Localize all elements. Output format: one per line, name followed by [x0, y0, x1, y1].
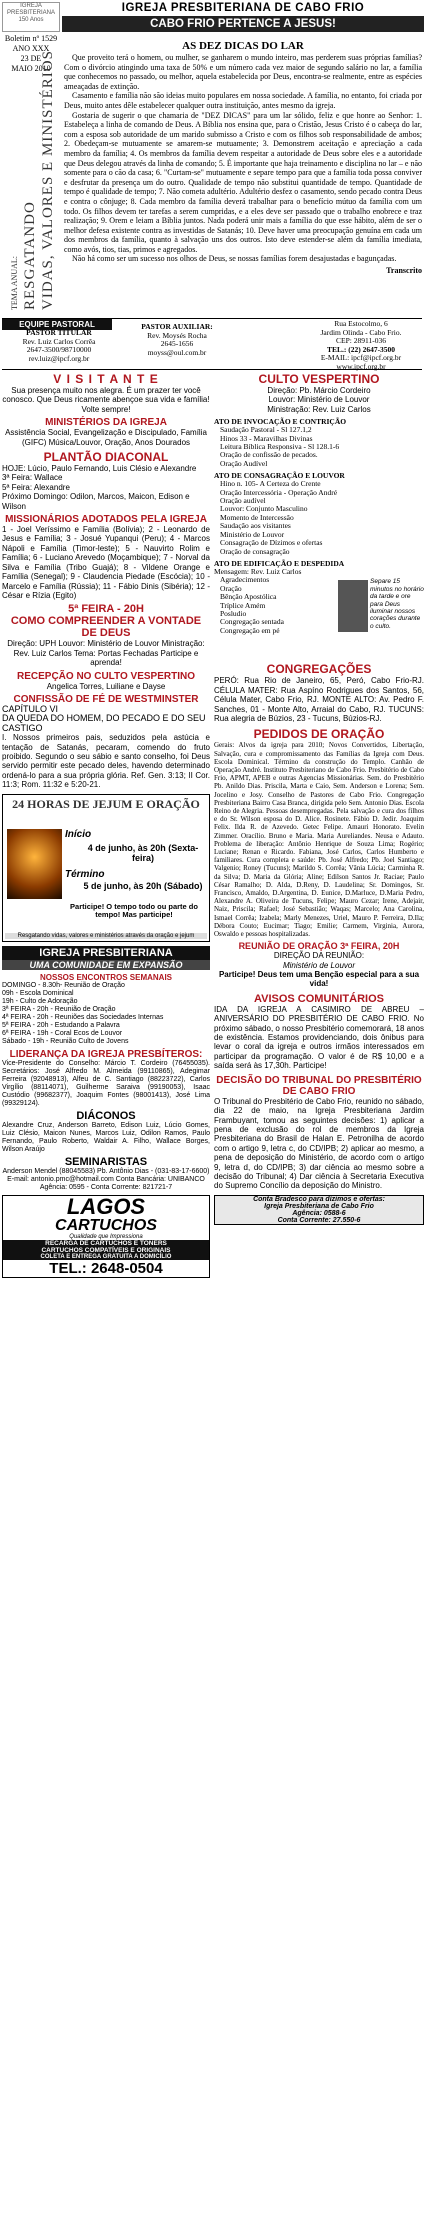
- diaconos-text: Alexandre Cruz, Anderson Barreto, Edison Luiz, Lúcio Gomes, Luiz Clésio, Maicon Nunes, Marcos Luiz, Odilon Ramos, Paulo Fernando, Paulo Roberto, Waldair A. Filho, Wallace Borges, Wilson Araújo: [2, 1121, 210, 1153]
- senior-pastor: [4, 329, 114, 363]
- liturgy-item: Oração: [220, 583, 242, 593]
- reuniao-invite: Participe! Deus tem uma Benção especial para a sua vida!: [218, 970, 420, 989]
- bank-line-1: Conta Bradesco para dízimos e ofertas:: [253, 1195, 385, 1203]
- liturgy-item: Ministério de Louvor: [220, 529, 285, 539]
- liturgy-item: Congregação sentada: [220, 617, 284, 627]
- liturgy-item: Oração de consagração: [220, 546, 290, 556]
- issue-number: Boletim nº 1529: [4, 34, 58, 43]
- decisao-text: O Tribunal do Presbitério de Cabo Frio, reunido no sábado, dia 22 de maio, na Igreja Presbiteriana Jardim Frambuyant, tomou as seguintes decisões: 1) aplicar a pena de exclusão do rol de membros da Igreja Presbiteriana do Brasil de Halan E. Petronilha de acordo com o artigo 9, letra c, do CD/IPB; 2) aplicar ao mesmo, a pena de deposição do Ministério, de acordo com o artigo 9, letra d, do CD/IPB; 3) dar ciência ao mesmo sobre a decisão do Tribunal; 4) Dar ciência à Secretaria Executiva do Supremo Concílio da deposição do Ministro.: [214, 1096, 424, 1191]
- fasting-end-label: Término: [65, 868, 105, 880]
- address-email[interactable]: E-MAIL: ipcf@ipcf.org.br: [320, 353, 402, 363]
- ad-line-3: COLETA E ENTREGA GRATUITA A DOMICÍLIO: [3, 1254, 209, 1260]
- presbiteros-title: LIDERANÇA DA IGREJA PRESBÍTEROS:: [9, 1048, 203, 1060]
- ministerios-text: Assistência Social, Evangelização e Discipulado, Família (GIFC) Música/Louvor, Oração, Anos Dourados: [5, 428, 207, 447]
- plantao-line: Próximo Domingo: Odilon, Marcos, Maicon, Edison e Wilson: [2, 492, 190, 511]
- pedidos-text: Gerais: Alvos da igreja para 2010; Novos Convertidos, Libertação, Salvação, cura e compromissamento das Famílias da Igreja com Deus. Escola Dominical. Término da construção do Templo. Canhão de Operação André. Instituto Presbiteriano de Cabo Frio. Presbitério de Cabo Frio, APMT, APEB e outras Agencias Missionárias. Sem. do Presbitério Pb. Anildo Dias. Priscila, Marta e Caio, Sem. Anderson e Lorena; Sem. Jocelino e Josy. Conselho de Pastores de Cabo Frio. Congregação Presbiteriana Bairro Casa Branca, dirigida pelo Sem. Antonio Dias. Escola Reino de Alegria. Pessoas desempregadas. Pela salvação e cura dos filhos e do Sr. Wilson esposa do D. Alice. Rosinete. Fábio D. Jedir. Joaquim Felix. Ilda R. de Azevedo. Getec Felipe. Amauri Honorato. Evelin Zimmer. Oracílio. Bruno e Maria. Maria Aureliandes. Neusa e Adauto. Problema de liberação: Antônio Henrique de Souza Lima; Rogério; Luciane; Renan e Ricardo. Fabiana, José Carlos, Carlos Humberto e familiares. Cura completa e saúde: Pb. José Alfredo; Pb. Joel Santiago; Valgenio; Roney (Tucuns); Marildo S. Corrêa; Vânia Lúcia; Carminha R. da Silva; D. Maria da Glória; Aline; Edilson Santos Jr. Raciae; Paulo César Ramalho; D. Alda, D.Reny, D. Laudelina; Sr. Domingos, Sr. Francisco, Amaldo, D.Argentina, D. Eunice, D.Marluce, D.Maria Pedro, Alexandre A. Oliveira de Tucuns, Felipe; Mauro Cezar; Irene, Adejair, Naiz, Priscila; Rafael; José Sebastião; Waqas; Marcelo; Ana Carolina, Ismael Corrêa; Izabela; Marly Menezes, Uriel, Mauro P. Ferreira, D.Ila; Débora Couto; Eucimar; Tiago; Emilie; Carmem, Virginia, Aurora, Oswaldo e pessoas hospitalizadas.: [214, 741, 424, 939]
- liturgy-item: Consagração de Dízimos e ofertas: [220, 538, 323, 548]
- theme-line-1: RESGATANDO: [22, 201, 38, 310]
- plantao-line: 5ª Feira: Alexandre: [2, 482, 70, 492]
- encontro-line: 6ª FEIRA - 19h - Coral Ecos de Louvor: [2, 1029, 123, 1037]
- pedidos-title: PEDIDOS DE ORAÇÃO: [253, 727, 385, 742]
- encontro-line: 3ª FEIRA - 20h - Reunião de Oração: [2, 1005, 116, 1013]
- liturgy-item: Agradecimentos: [220, 575, 270, 585]
- congregacoes-text: PERÓ: Rua Rio de Janeiro, 65, Peró, Cabo Frio-RJ. CÉLULA MATER: Rua Aspíno Rodrigues dos Santos, 56, Célula Mater, Cabo Frio, RJ. MONTE ALTO: Av. Pedro F. Sanches, 01 - Monte Alto, Arraial do Cabo, RJ. TUCUNS: Rua alegria de Búzios, 23 - Tucuns, Búzios-RJ.: [214, 676, 424, 723]
- seminaristas-text: Anderson Mendel (88045583) Pb. Antônio Dias - (031-83-17-6600) E-mail: antonio.pmc@hotmail.com Conta Bancária: UNIBANCO Agência: 0595 - Conta Corrente: 821721-7: [2, 1167, 210, 1191]
- ad-line-1: RECARGA DE CARTUCHOS E TONERS: [3, 1240, 209, 1247]
- reuniao-direcao: DIREÇÃO DA REUNIÃO:: [273, 951, 365, 961]
- article-paragraph: Casamento e família não são ideias muito populares em nossa sociedade. A família, no entanto, foi criada por Deus, muito antes dêle estabelecer qualquer outra instituição, antes mesmo da igreja.: [64, 91, 422, 110]
- address-website[interactable]: www.ipcf.org.br: [336, 361, 386, 371]
- senior-pastor-role: PASTOR TITULAR: [26, 328, 92, 337]
- theme-label: TEMA ANUAL:: [10, 256, 19, 310]
- encontro-line: DOMINGO - 8.30h- Reunião de Oração: [2, 981, 125, 989]
- ato-edificacao-title: ATO DE EDIFICAÇÃO E DESPEDIDA: [214, 558, 345, 568]
- ato-invocacao-title: ATO DE INVOCAÇÃO E CONTRIÇÃO: [214, 417, 347, 427]
- liturgy-item: Hino n. 105- A Certeza do Crente: [220, 479, 321, 489]
- church-address: [302, 320, 420, 372]
- encontros-title: NOSSOS ENCONTROS SEMANAIS: [39, 972, 172, 982]
- liturgy-item: Posludio: [220, 608, 247, 618]
- fasting-footer: Resgatando vidas, valores e ministérios através da oração e jejum: [5, 933, 207, 939]
- ad-phone: TEL.: 2648-0504: [49, 1259, 163, 1277]
- lagos-ad: [2, 1195, 210, 1278]
- liturgy-item: Saudação Pastoral - Sl 127.1,2: [220, 425, 312, 435]
- article-credit: Transcrito: [386, 266, 422, 276]
- bank-line-2: Igreja Presbiteriana de Cabo Frio: [264, 1202, 374, 1210]
- liturgy-item: Tríplice Amém: [220, 600, 266, 610]
- plantao-line: HOJE: Lúcio, Paulo Fernando, Luis Clésio e Alexandre: [2, 464, 197, 474]
- recepcao-title: RECEPÇÃO NO CULTO VESPERTINO: [17, 670, 195, 682]
- presbiteros-text: Vice-Presidente do Conselho: Márcio T. Cordeiro (76455035). Secretários: José Alfredo M. Almeida (99110865), Adegimar Ferreira (92048913), Alfeu de C. Santiago (88223722), Carlos Virgílio (88114071), Guilherme Saraiva (99190053), Isaac Custódio (99682377), Joaquim Fontes (98001413), José Lima (99329124).: [2, 1059, 210, 1107]
- ad-brand-2: CARTUCHOS: [55, 1216, 157, 1234]
- confissao-subtitle: DA QUEDA DO HOMEM, DO PECADO E DO SEU CASTIGO: [2, 713, 206, 733]
- church-logo: IGREJA PRESBITERIANA 150 Anos: [2, 2, 60, 32]
- culto-louvor: Louvor: Ministério de Louvor: [268, 395, 370, 405]
- reuniao-title: REUNIÃO DE ORAÇÃO 3ª FEIRA, 20H: [238, 941, 400, 952]
- avisos-text: IDA DA IGREJA A CASIMIRO DE ABREU – ANIVERSÁRIO DO PRESBITÉRIO DE CABO FRIO. No próximo sábado, o nosso Presbitério comemorará, 18 anos de existência. Estamos providenciando, dois ônibus para levar o coral da igreja e outros irmãos interessados em participar da programação. O valor é de R$ 10,00 e a saída será às 17,30h. Participe!: [214, 1004, 424, 1071]
- confissao-text: I. Nossos primeiros pais, seduzidos pela astúcia e tentação de Satanás, pecaram, comendo do fruto proibido. Segundo o seu sábio e santo conselho, foi Deus servido permitir este pecado deles, havendo determinado ordená-lo para a sua própria glória. Ref. Gen. 3:13; II Cor. 11:3; Rom. 11:32 e 5:20-21.: [2, 733, 210, 790]
- missionarios-text: 1 - Joel Veríssimo e Família (Bolívia); 2 - Leonardo de Jesus e Família; 3 - Josué Yupanqui (Peru); 4 - Marcos Nápoli e Família (Timor-leste); 5 - Nauvirto Rolim e Família; 6 - Luciano Arevedo (Moçambique); 7 - Norval da Silva e Família (Tribo Guajá); 8 - Vildene Orange e Família (Senegal); 9 - Claudencia Piedade (Escócia); 10 - Marcelo e Família (Rússia); 11 - Fábio Dinis (Sibéria); 12 - César e Rízia (Egito): [2, 525, 210, 600]
- encontro-line: 09h - Escola Dominical: [2, 989, 74, 997]
- culto-ministracao: Ministração: Rev. Luiz Carlos: [267, 404, 371, 414]
- encontro-line: 5ª FEIRA - 20h - Estudando a Palavra: [2, 1021, 120, 1029]
- seminaristas-title: SEMINARISTAS: [64, 1155, 148, 1168]
- plantao-title: PLANTÃO DIACONAL: [43, 450, 169, 465]
- community-subtitle: UMA COMUNIDADE EM EXPANSÃO: [2, 960, 210, 970]
- article-paragraph: Que proveito terá o homem, ou mulher, se ganharem o mundo inteiro, mas perderem suas próprias famílias? Com o divórcio atingindo uma taxa de 50% e um número cada vez maior de segundo salário no lar, a família que conhecemos no passado, ou melhor, aquela estabelecida por Deus, encontra-se realmente, entre as espécies ameaçadas de extinção.: [64, 53, 422, 91]
- ad-tagline: Qualidade que Impressiona: [69, 1233, 143, 1240]
- missionarios-title: MISSIONÁRIOS ADOTADOS PELA IGREJA: [5, 514, 207, 526]
- liturgy-item: Leitura Bíblica Responsiva - Sl 128.1-6: [220, 442, 340, 452]
- address-street: Rua Estocolmo, 6: [334, 319, 388, 328]
- visitante-text: Sua presença muito nos alegra. É um prazer ter você conosco. Que Deus ricamente abençoe sua vida e família! Volte sempre!: [2, 386, 210, 414]
- liturgy-item: Oração Audível: [220, 458, 268, 468]
- prayer-note: Separe 15 minutos no horário da tarde e ore para Deus iluminar nossos corações durante o culto.: [370, 578, 424, 630]
- masthead: [62, 0, 424, 32]
- church-name: IGREJA PRESBITERIANA DE CABO FRIO: [62, 0, 424, 16]
- liturgy-item: Congregação em pé: [220, 625, 280, 635]
- liturgy-item: Bênção Apostólica: [220, 592, 277, 602]
- ad-line-2: CARTUCHOS COMPATÍVEIS E ORIGINAIS: [3, 1247, 209, 1254]
- issue-day: 23 DE: [20, 54, 42, 63]
- right-column: [214, 372, 424, 1225]
- ato-edificacao-block: [214, 576, 424, 656]
- culto-direcao: Direção: Pb. Márcio Cordeiro: [267, 386, 371, 395]
- article-paragraph: Gostaria de sugerir o que chamaria de "DEZ DICAS" para um lar sólido, feliz e que honre ao Senhor: 1. Estabeleça a linha de comando de Deus. A Bíblia nos ensina que, para o Cristão, Jesus Cristo é o cabeça do lar, com a esposa sob autoridade de um marido submisso a Cristo e com os filhos sob responsabilidade de ambos; 2. Obedeçam-se mutuamente se amarem-se mutuamente; 3. Demonstrem aceitação e apreciação a cada membro da família; 4. Os membros da família devem respeitar a autoridade de Deus sobre eles e a autoridade que Deus delegou através da linha de comando; 5. É importante que haja treinamento e disciplina no lar – e não somente para o cão da casa; 6. "Curtam-se" mutuamente e separe tempo para que a família toda possa conviver e desfrutar da presença um do outro. Qualidade de tempo não substitui quantidade de tempo. Quantidade de tempo é qualidade de tempo; 7. Não cometa adultério. Adultério desfez o casamento, sendo pecado contra Deus e contra o cônjuge; 8. Cada membro da família deverá trabalhar para o benefício mútuo da família com um todo. Os filhos devem ter tarefas a serem cumpridas, e a eles deve ser passado que o trabalho enobrece e traz realização; 9. Orem e leiam a Bíblia juntos. Nada poderá unir mais a família do que esse hábito, além de ser o melhor defesa existente contra as investidas de Satanás; 10. Deve haver uma preocupação genuína em cada um dos membros da família, quanto à salvação uns dos outros. Isto deve estender-se além da família imediata, como avós, tios, tias, primos e agregados.: [64, 110, 422, 254]
- mensagem: Mensagem: Rev. Luiz Carlos: [214, 566, 302, 576]
- liturgy-item: Saudação aos visitantes: [220, 521, 291, 531]
- prayer-image: [338, 580, 368, 632]
- fasting-end: 5 de junho, às 20h (Sábado): [83, 880, 203, 891]
- fasting-start-label: Início: [65, 828, 92, 840]
- fasting-invite: Participe! O tempo todo ou parte do tempo! Mas participe!: [70, 901, 198, 919]
- fasting-start: 4 de junho, às 20h (Sexta-feira): [87, 842, 199, 863]
- senior-pastor-phone: 2647-3500/98710000: [26, 345, 92, 355]
- pastoral-team: [2, 318, 422, 370]
- quinta-title: 5ª FEIRA - 20H: [68, 603, 144, 616]
- assistant-pastor-phone: 2645-1656: [160, 339, 194, 349]
- assistant-pastor-name: Rev. Moysés Rocha: [147, 330, 207, 340]
- liturgy-item: Louvor: Conjunto Masculino: [220, 504, 308, 514]
- issue-year: ANO XXX: [12, 44, 50, 53]
- avisos-title: AVISOS COMUNITÁRIOS: [254, 992, 384, 1005]
- liturgy-item: Hinos 33 - Maravilhas Divinas: [220, 433, 313, 443]
- address-phone: TEL.: (22) 2647-3500: [326, 344, 396, 354]
- senior-pastor-name: Rev. Luiz Carlos Corrêa: [22, 336, 96, 346]
- quinta-text: Direção: UPH Louvor: Ministério de Louvor Ministração: Rev. Luiz Carlos Tema: Portas Fechadas Participe e aprenda!: [7, 639, 205, 668]
- community-title: IGREJA PRESBITERIANA: [2, 946, 210, 960]
- assistant-pastor-role: PASTOR AUXILIAR:: [141, 322, 213, 331]
- issue-month: MAIO 2010: [11, 64, 51, 73]
- liturgy-item: Momento de Intercessão: [220, 512, 294, 522]
- culto-title: CULTO VESPERTINO: [258, 372, 380, 386]
- quinta-subtitle: COMO COMPREENDER A VONTADE DE DEUS: [10, 615, 202, 640]
- encontro-line: Sábado - 19h - Reunião Culto de Jovens: [2, 1037, 129, 1045]
- senior-pastor-email[interactable]: rev.luiz@ipcf.org.br: [28, 353, 90, 363]
- ato-invocacao-list: [214, 426, 424, 468]
- ato-consagracao-title: ATO DE CONSAGRAÇÃO E LOUVOR: [214, 471, 345, 481]
- diaconos-title: DIÁCONOS: [76, 1109, 136, 1122]
- main-article: [64, 40, 422, 275]
- pastoral-label: EQUIPE PASTORAL: [2, 319, 112, 330]
- encontro-line: 19h - Culto de Adoração: [2, 997, 78, 1005]
- liturgy-item: Oração de confissão de pecados.: [220, 450, 318, 460]
- confissao-chapter: CAPÍTULO VI: [2, 703, 59, 714]
- address-cep: CEP: 28911-036: [336, 336, 386, 346]
- ministerios-title: MINISTÉRIOS DA IGREJA: [45, 417, 167, 429]
- candle-image: [7, 829, 62, 899]
- reuniao-who: Ministério de Louvor: [282, 960, 356, 970]
- assistant-pastor-email[interactable]: moyss@oul.com.br: [147, 347, 207, 357]
- motto-banner: CABO FRIO PERTENCE A JESUS!: [62, 16, 424, 32]
- ato-consagracao-list: [214, 480, 424, 556]
- bank-line-4: Conta Corrente: 27.550-6: [277, 1216, 361, 1224]
- visitante-title: V I S I T A N T E: [53, 372, 159, 386]
- article-title: AS DEZ DICAS DO LAR: [182, 40, 304, 52]
- ad-brand: LAGOS: [66, 1193, 146, 1219]
- left-column: [2, 372, 210, 1278]
- fasting-banner: [2, 794, 210, 942]
- assistant-pastor: [122, 323, 232, 357]
- ato-edificacao-list: [214, 576, 332, 635]
- fasting-title: 24 HORAS DE JEJUM E ORAÇÃO: [12, 796, 200, 811]
- encontro-line: 4ª FEIRA - 20h - Reuniões das Sociedades Internas: [2, 1013, 164, 1021]
- confissao-title: CONFISSÃO DE FÉ DE WESTMINSTER: [13, 693, 199, 705]
- theme-line-2: VIDAS, VALORES E MINISTÉRIOS: [40, 50, 56, 310]
- decisao-title: DECISÃO DO TRIBUNAL DO PRESBITÉRIO DE CABO FRIO: [216, 1074, 422, 1097]
- plantao-line: 3ª Feira: Wallace: [2, 473, 63, 483]
- liturgy-item: Oração audível: [220, 496, 266, 506]
- liturgy-item: Oração Intercessória - Operação André: [220, 487, 338, 497]
- encontros-list: [2, 982, 210, 1046]
- congregacoes-title: CONGREGAÇÕES: [266, 662, 372, 677]
- article-paragraph: Não há como ser um sucesso nos olhos de Deus, se nossas famílias forem desajustadas e bagunçadas.: [72, 254, 397, 264]
- bank-line-3: Agência: 0588-6: [292, 1209, 346, 1217]
- bank-box: [214, 1195, 424, 1225]
- address-district: Jardim Olinda - Cabo Frio.: [320, 327, 402, 337]
- recepcao-text: Angelica Torres, Luiliane e Dayse: [46, 681, 166, 691]
